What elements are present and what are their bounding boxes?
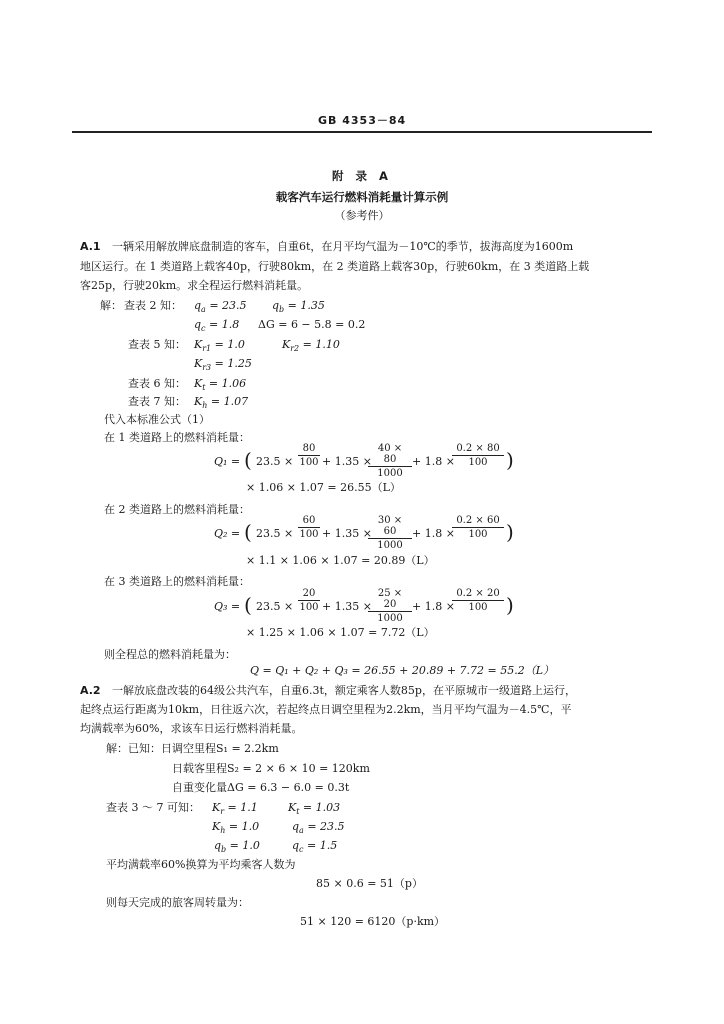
q2-close-paren: ) xyxy=(506,520,514,544)
q3-num2: 25 × 20 xyxy=(368,588,412,612)
q1-den2: 1000 xyxy=(377,468,403,479)
q2-lhs: Q₂ = xyxy=(214,527,241,540)
q3-fraction3 xyxy=(452,588,504,613)
a1-qa: $q_a = 23.5$ xyxy=(194,299,247,315)
q1-term1: 23.5 × xyxy=(256,455,294,468)
q1-fraction1 xyxy=(298,443,320,468)
a2-table-label: 查表 3 ～ 7 可知： xyxy=(106,801,200,814)
q3-term2: + 1.35 × xyxy=(322,600,372,613)
a1-table5-label: 查表 5 知： xyxy=(128,338,186,351)
q2-num2: 30 × 60 xyxy=(368,515,412,539)
a2-turnover-formula: 51 × 120 = 6120（p·km） xyxy=(300,915,446,928)
a1-table7-label: 查表 7 知： xyxy=(128,395,186,408)
q1-term3: + 1.8 × xyxy=(412,455,455,468)
q2-result: × 1.1 × 1.06 × 1.07 = 20.89（L） xyxy=(246,554,435,567)
q2-fraction3 xyxy=(452,515,504,540)
a1-table2-label: 查表 2 知： xyxy=(124,299,182,312)
section-a2-label: A.2 xyxy=(80,684,101,697)
q3-close-paren: ) xyxy=(506,593,514,617)
a2-conversion-formula: 85 × 0.6 = 51（p） xyxy=(316,877,423,890)
a1-total-label: 则全程总的燃料消耗量为： xyxy=(104,648,236,661)
a1-text-line2: 地区运行。在 1 类道路上载客40p，行驶80km，在 2 类道路上载客30p，行驶60km，在 3 类道路上载 xyxy=(80,260,590,273)
q2-fraction1 xyxy=(298,515,320,540)
q1-den1: 100 xyxy=(299,457,319,468)
section-a1-label: A.1 xyxy=(80,240,101,253)
a1-total-formula: Q = Q₁ + Q₂ + Q₃ = 26.55 + 20.89 + 7.72 = 55.2（L） xyxy=(250,664,555,677)
a1-road2-label: 在 2 类道路上的燃料消耗量： xyxy=(104,503,250,516)
q3-result: × 1.25 × 1.06 × 1.07 = 7.72（L） xyxy=(246,626,435,639)
q3-den3: 100 xyxy=(468,602,488,613)
q1-result: × 1.06 × 1.07 = 26.55（L） xyxy=(246,481,401,494)
q3-fraction1 xyxy=(298,588,320,613)
a2-qa: $q_a = 23.5$ xyxy=(292,820,345,836)
appendix-subtitle: 载客汽车运行燃料消耗量计算示例 xyxy=(275,190,449,204)
a2-turnover-label: 则每天完成的旅客周转量为： xyxy=(106,896,249,909)
document-code: GB 4353－84 xyxy=(318,114,407,127)
q2-term1: 23.5 × xyxy=(256,527,294,540)
a1-qb: $q_b = 1.35$ xyxy=(272,299,325,315)
a2-qc: $q_c = 1.5$ xyxy=(292,839,338,855)
a2-given-dg: 自重变化量ΔG = 6.3 − 6.0 = 0.3t xyxy=(172,781,350,794)
a2-qb: $q_b = 1.0$ xyxy=(214,839,260,855)
a2-kt: $K_t = 1.03$ xyxy=(288,801,341,817)
a1-kr1: $K_{r1} = 1.0$ xyxy=(194,338,245,354)
q2-fraction2 xyxy=(368,515,412,551)
q3-term1: 23.5 × xyxy=(256,600,294,613)
a1-road3-label: 在 3 类道路上的燃料消耗量： xyxy=(104,575,250,588)
a1-text-line3: 客25p，行驶20km。求全程运行燃料消耗量。 xyxy=(80,279,309,292)
a2-text-line1: 一解放底盘改装的64级公共汽车，自重6.3t，额定乘客人数85p，在平原城市一级道路上运行， xyxy=(112,684,576,697)
q3-num3: 0.2 × 20 xyxy=(452,588,504,601)
q3-den2: 1000 xyxy=(377,613,403,624)
q3-den1: 100 xyxy=(299,602,319,613)
a1-kh: $K_h = 1.07$ xyxy=(194,395,249,411)
q2-den1: 100 xyxy=(299,529,319,540)
a2-conversion-label: 平均满载率60%换算为平均乘客人数为 xyxy=(106,858,296,871)
q1-close-paren: ) xyxy=(506,448,514,472)
q3-lhs: Q₃ = xyxy=(214,600,241,613)
a2-text-line2: 起终点运行距离为10km，日往返六次，若起终点日调空里程为2.2km，当月平均气温为－4.5℃，平 xyxy=(80,703,572,716)
a1-delta-g: ΔG = 6 − 5.8 = 0.2 xyxy=(258,318,366,331)
q2-open-paren: ( xyxy=(244,520,252,544)
q2-term3: + 1.8 × xyxy=(412,527,455,540)
q1-den3: 100 xyxy=(468,457,488,468)
q3-open-paren: ( xyxy=(244,593,252,617)
q3-term3: + 1.8 × xyxy=(412,600,455,613)
q1-fraction3 xyxy=(452,443,504,468)
q1-open-paren: ( xyxy=(244,448,252,472)
a1-table6-label: 查表 6 知： xyxy=(128,377,186,390)
a1-text-line1: 一辆采用解放牌底盘制造的客车，自重6t，在月平均气温为－10℃的季节，拔海高度为1600m xyxy=(112,240,574,253)
a1-kr2: $K_{r2} = 1.10$ xyxy=(282,338,340,354)
q1-num1: 80 xyxy=(298,443,320,456)
a1-kr3: $K_{r3} = 1.25$ xyxy=(194,357,252,373)
q1-fraction2 xyxy=(368,443,412,479)
a1-qc: $q_c = 1.8$ xyxy=(194,318,240,334)
header-rule xyxy=(72,131,652,133)
q2-term2: + 1.35 × xyxy=(322,527,372,540)
q3-num1: 20 xyxy=(298,588,320,601)
a1-formula-intro: 代入本标准公式（1） xyxy=(104,413,210,426)
q2-den2: 1000 xyxy=(377,540,403,551)
q1-num3: 0.2 × 80 xyxy=(452,443,504,456)
q3-fraction2 xyxy=(368,588,412,624)
q1-lhs: Q₁ = xyxy=(214,455,241,468)
appendix-note: （参考件） xyxy=(334,209,390,222)
a1-kt: $K_t = 1.06$ xyxy=(194,377,247,393)
q1-num2: 40 × 80 xyxy=(368,443,412,467)
a1-solution-prefix: 解： xyxy=(100,299,122,312)
a2-kr: $K_r = 1.1$ xyxy=(212,801,258,817)
q2-num3: 0.2 × 60 xyxy=(452,515,504,528)
a2-kh: $K_h = 1.0$ xyxy=(212,820,260,836)
q1-term2: + 1.35 × xyxy=(322,455,372,468)
q2-num1: 60 xyxy=(298,515,320,528)
appendix-title: 附 录 A xyxy=(332,169,392,183)
a2-given-s2: 日载客里程S₂ = 2 × 6 × 10 = 120km xyxy=(172,762,370,775)
a2-text-line3: 均满载率为60%，求该车日运行燃料消耗量。 xyxy=(80,722,303,735)
a2-given-s1: 解：已知：日调空里程S₁ = 2.2km xyxy=(106,742,279,755)
a1-road1-label: 在 1 类道路上的燃料消耗量： xyxy=(104,431,250,444)
q2-den3: 100 xyxy=(468,529,488,540)
